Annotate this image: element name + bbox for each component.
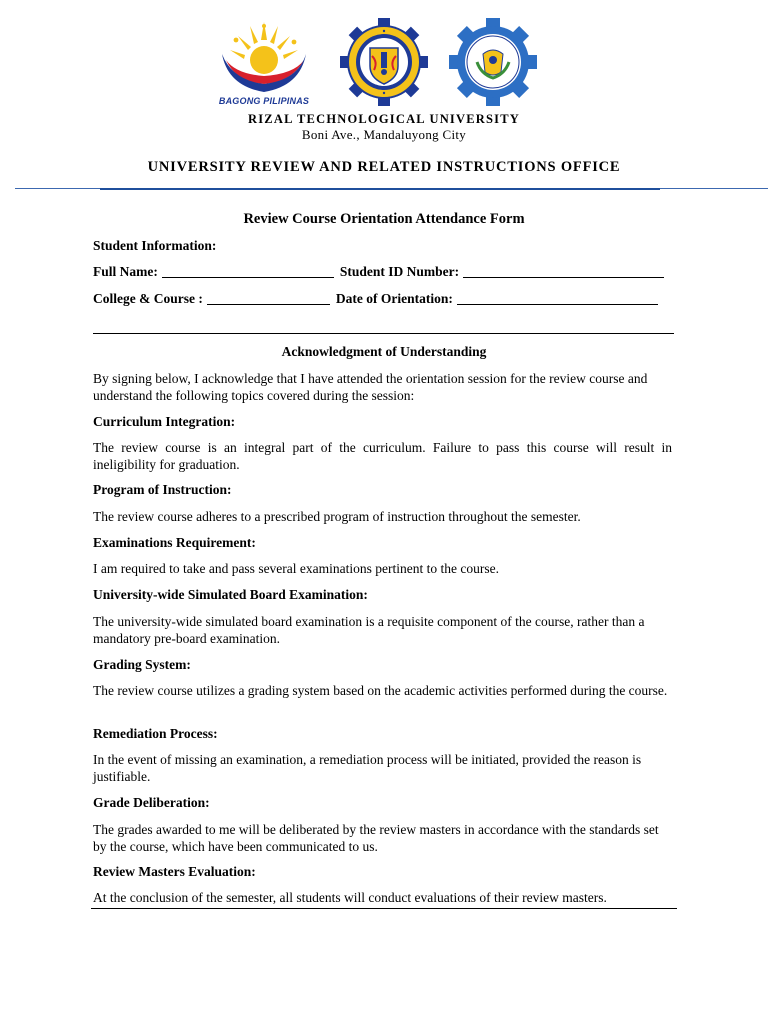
university-address: Boni Ave., Mandaluyong City bbox=[301, 127, 467, 142]
college-course-label: College & Course : bbox=[93, 291, 203, 306]
date-field[interactable] bbox=[457, 292, 658, 305]
student-id-label: Student ID Number: bbox=[339, 264, 460, 279]
course-date-row bbox=[93, 291, 664, 307]
date-label: Date of Orientation: bbox=[335, 291, 453, 306]
header-divider-accent bbox=[100, 188, 660, 190]
bagong-pilipinas-logo bbox=[214, 20, 314, 108]
rtu-seal-icon bbox=[339, 18, 429, 106]
logo-caption: BAGONG PILIPINAS bbox=[218, 96, 310, 106]
topic-heading: Review Masters Evaluation: bbox=[93, 864, 256, 879]
topic-text: The review course adheres to a prescribed program of instruction throughout the semester. bbox=[93, 509, 581, 524]
topic-heading: Remediation Process: bbox=[93, 726, 218, 741]
topic-text: I am required to take and pass several examinations pertinent to the course. bbox=[93, 561, 499, 576]
topic-heading: Curriculum Integration: bbox=[93, 414, 236, 429]
topic-heading: Grading System: bbox=[93, 657, 191, 672]
college-course-field[interactable] bbox=[207, 292, 330, 305]
topic-text: In the event of missing an examination, a remediation process will be initiated, provided the reason is justifiable. bbox=[93, 752, 642, 784]
topic-text: The review course is an integral part of the curriculum. Failure to pass this course will result in ineligibility for graduation. bbox=[93, 440, 672, 472]
full-name-field[interactable] bbox=[162, 265, 334, 278]
topic-heading: Program of Instruction: bbox=[93, 482, 232, 497]
topic-heading: Grade Deliberation: bbox=[93, 795, 210, 810]
topic-text: At the conclusion of the semester, all students will conduct evaluations of their review masters. bbox=[93, 890, 607, 905]
student-info-label: Student Information: bbox=[93, 238, 217, 253]
acknowledgment-heading: Acknowledgment of Understanding bbox=[281, 344, 487, 359]
urri-office-seal-icon bbox=[447, 18, 539, 106]
full-name-label: Full Name: bbox=[93, 264, 158, 279]
university-name: RIZAL TECHNOLOGICAL UNIVERSITY bbox=[248, 112, 520, 126]
office-name: UNIVERSITY REVIEW AND RELATED INSTRUCTIONS OFFICE bbox=[147, 159, 621, 175]
topic-text: The grades awarded to me will be deliberated by the review masters in accordance with the standards set by the course, which have been communicated to us. bbox=[93, 822, 659, 854]
topic-heading: University-wide Simulated Board Examination: bbox=[93, 587, 368, 602]
form-title: Review Course Orientation Attendance Form bbox=[243, 211, 525, 227]
bottom-divider bbox=[91, 908, 677, 909]
name-id-row bbox=[93, 264, 670, 280]
topic-text: The review course utilizes a grading system based on the academic activities performed during the course. bbox=[93, 683, 668, 698]
topic-heading: Examinations Requirement: bbox=[93, 535, 256, 550]
student-id-field[interactable] bbox=[463, 265, 664, 278]
acknowledgment-intro: By signing below, I acknowledge that I have attended the orientation session for the review course and understand the following topics covered during the session: bbox=[93, 371, 648, 403]
topic-text: The university-wide simulated board examination is a requisite component of the course, rather than a mandatory pre-board examination. bbox=[93, 614, 645, 646]
signature-line[interactable] bbox=[93, 333, 674, 334]
